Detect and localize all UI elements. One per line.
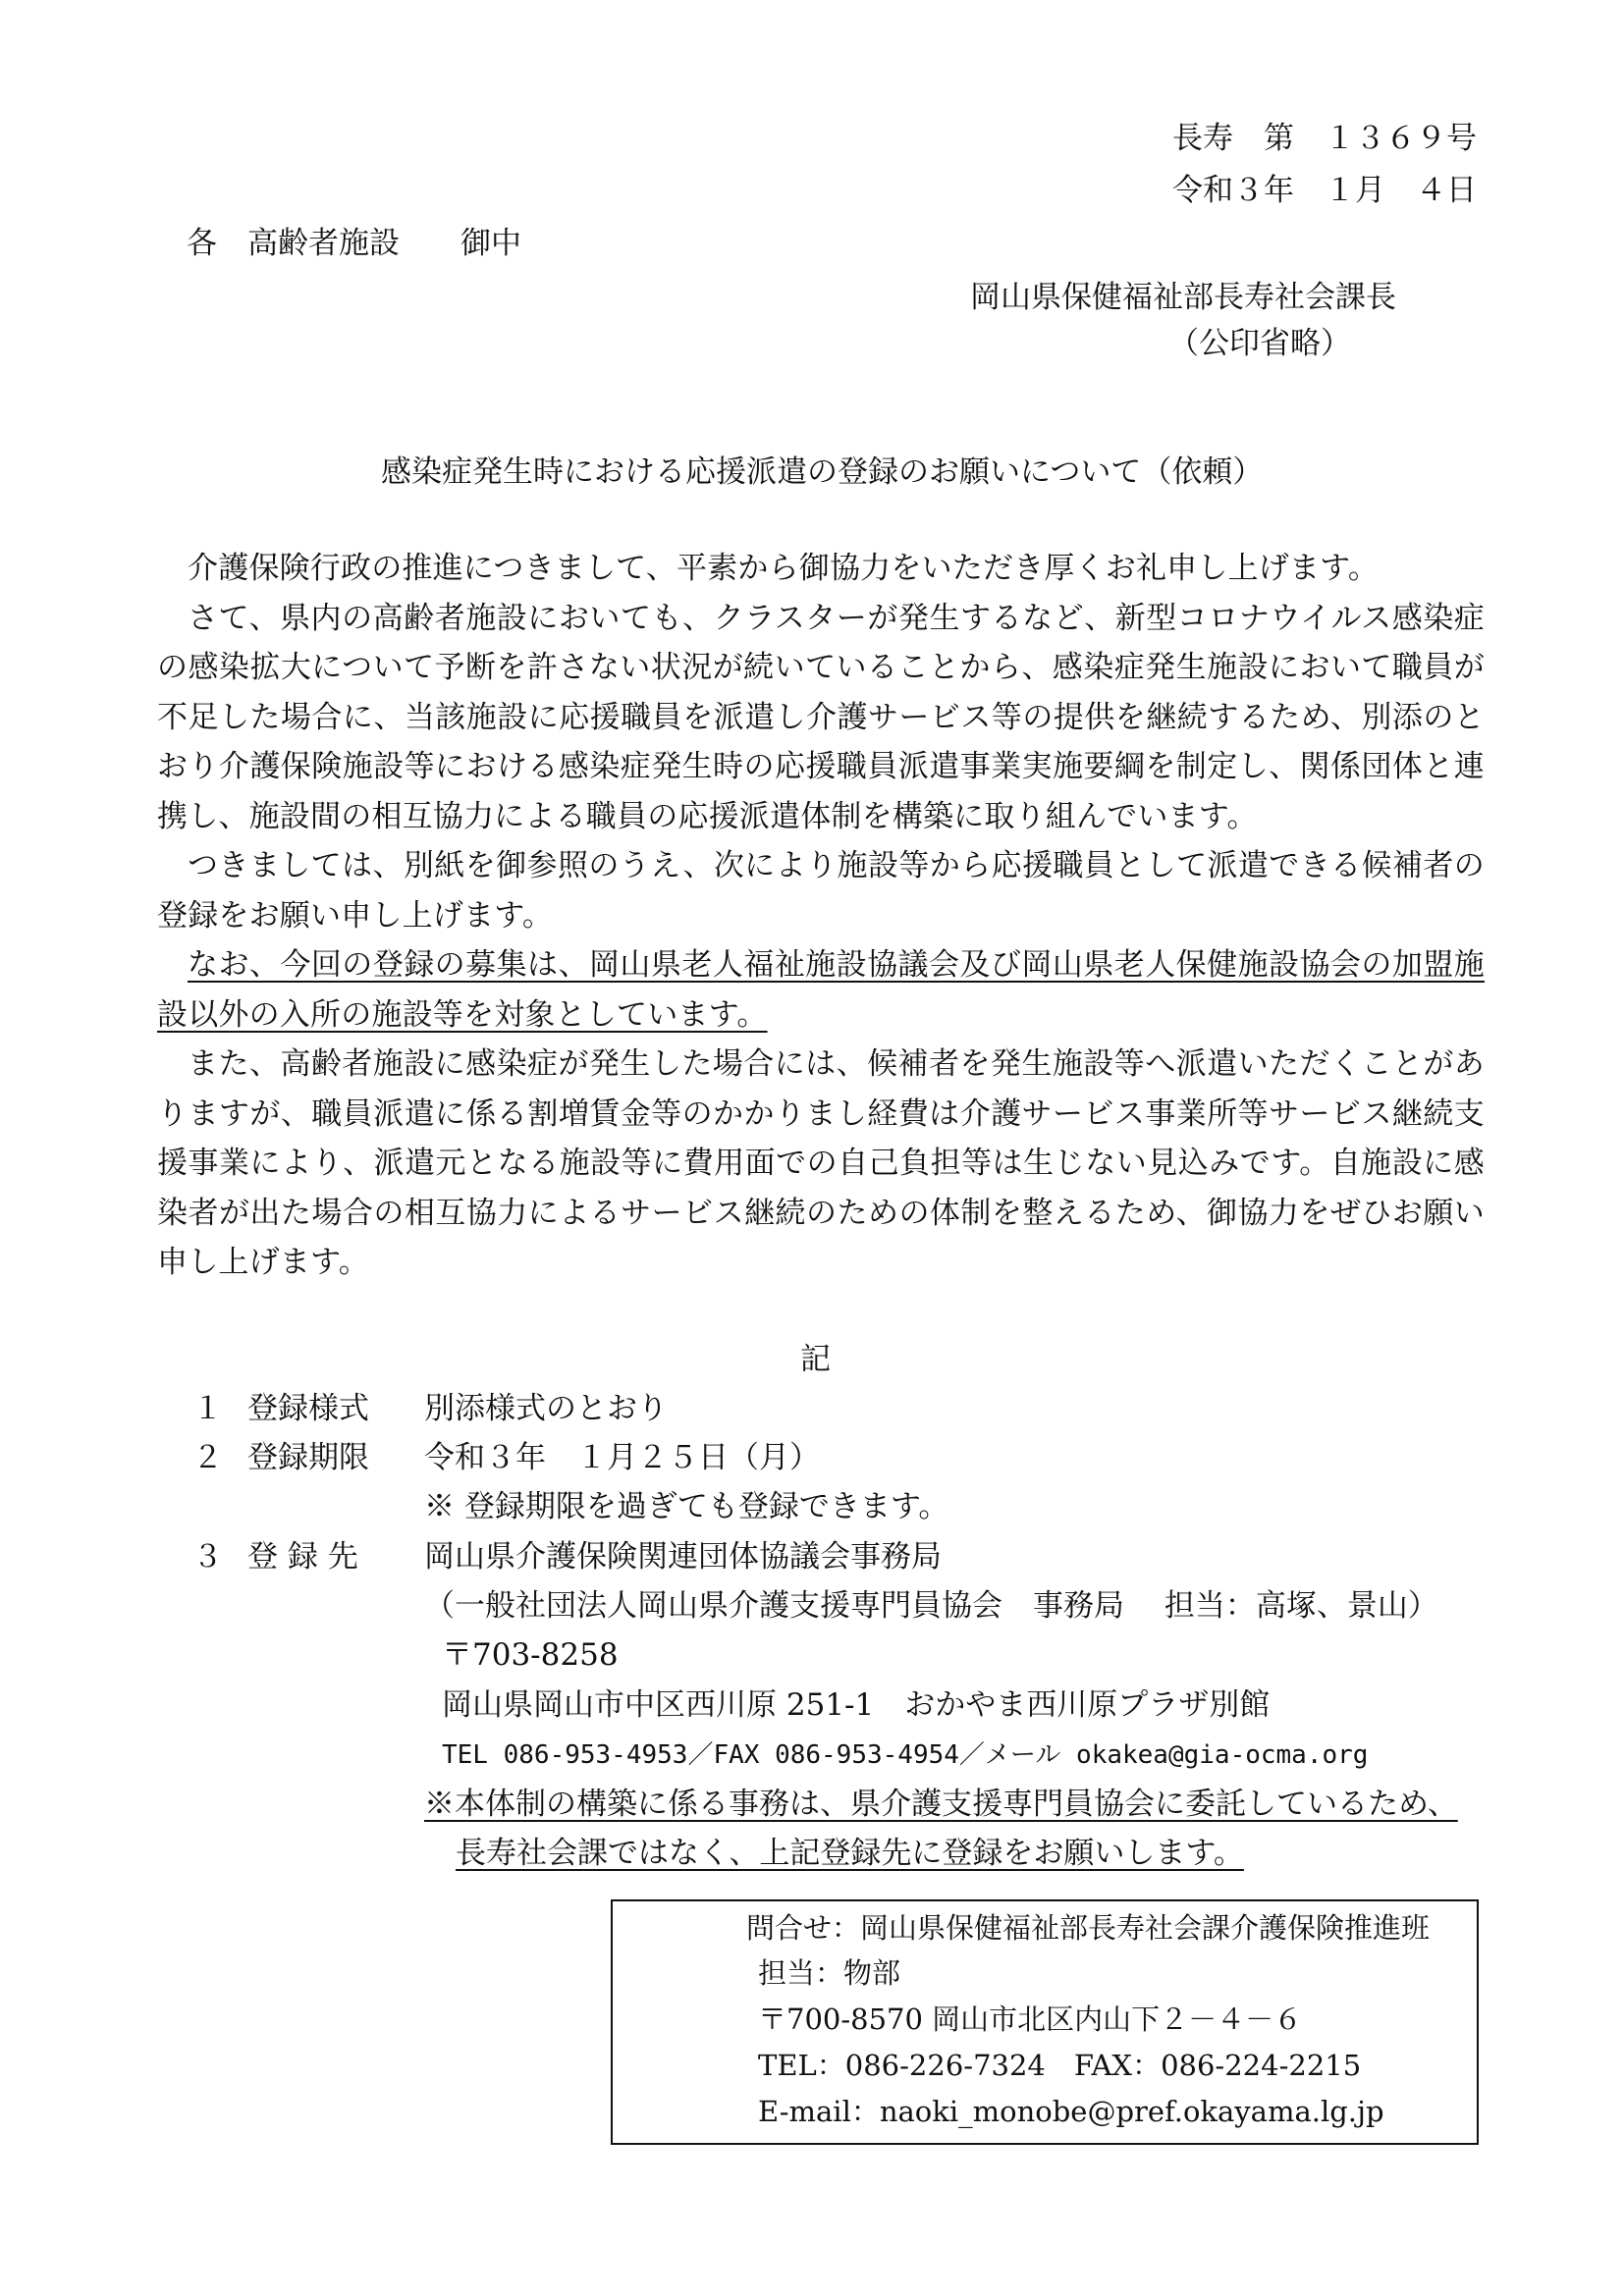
registration-address: 岡山県岡山市中区西川原 251-1 おかやま西川原プラザ別館 [442, 1687, 1271, 1723]
record-item-2-label: 登録期限 [247, 1440, 369, 1475]
body-paragraph-eligibility [157, 940, 1485, 1040]
inquiry-person: 担当：物部 [758, 1956, 901, 1990]
document-date: 令和３年 １月 ４日 [1172, 173, 1477, 208]
registration-contact: TEL 086-953-4953／FAX 086-953-4954／メール okakea@gia-ocma.org [442, 1740, 1369, 1770]
registration-notice-line-2: 長寿社会課ではなく、上記登録先に登録をお願いします。 [456, 1836, 1244, 1871]
body-paragraph-greeting: 介護保険行政の推進につきまして、平素から御協力をいただき厚くお礼申し上げます。 [188, 551, 1380, 586]
body-paragraph-background: さて、県内の高齢者施設においても、クラスターが発生するなど、新型コロナウイルス感染症の感染拡大について予断を許さない状況が続いていることから、感染症発生施設において職員が不足した場合に、当該施設に応援職員を派遣し介護サービス等の提供を継続するため、別添のとおり介護保険施設等における感染症発生時の応援職員派遣事業実施要綱を制定し、関係団体と連携し、施設間の相互協力による職員の応援派遣体制を構築に取り組んでいます。 [157, 600, 1485, 834]
record-item-1-label: 登録様式 [247, 1391, 369, 1426]
record-item-3-value: 岡山県介護保険関連団体協議会事務局 [424, 1539, 942, 1575]
addressee: 各 高齢者施設 御中 [187, 226, 521, 261]
record-item-3-number: ３ [192, 1539, 223, 1575]
record-item-3-label: 登 録 先 [247, 1539, 358, 1575]
registration-postal-code: 〒703-8258 [442, 1637, 619, 1673]
registration-organization: （一般社団法人岡山県介護支援専門員協会 事務局 担当：高塚、景山） [424, 1588, 1438, 1624]
record-item-1-value: 別添様式のとおり [424, 1391, 668, 1426]
inquiry-box [611, 1899, 1479, 2145]
inquiry-address: 〒700-8570 岡山市北区内山下２－４－６ [758, 2002, 1303, 2036]
record-item-2-value: 令和３年 １月２５日（月） [424, 1440, 820, 1475]
document-body [157, 544, 1485, 1288]
record-heading: 記 [800, 1342, 831, 1377]
record-item-1-number: １ [192, 1391, 223, 1426]
sender-name: 岡山県保健福祉部長寿社会課長 [970, 280, 1396, 315]
inquiry-email: E-mail：naoki_monobe@pref.okayama.lg.jp [758, 2095, 1384, 2128]
inquiry-title: 問合せ：岡山県保健福祉部長寿社会課介護保険推進班 [746, 1911, 1431, 1945]
document-number: 長寿 第 １３６９号 [1172, 121, 1477, 156]
registration-notice-line-1: ※本体制の構築に係る事務は、県介護支援専門員協会に委託しているため、 [424, 1787, 1458, 1822]
document-title: 感染症発生時における応援派遣の登録のお願いについて（依頼） [381, 454, 1264, 490]
eligibility-underlined-text: なお、今回の登録の募集は、岡山県老人福祉施設協議会及び岡山県老人保健施設協会の加盟施設以外の入所の施設等を対象としています。 [157, 947, 1485, 1033]
body-paragraph-costs: また、高齢者施設に感染症が発生した場合には、候補者を発生施設等へ派遣いただくことがありますが、職員派遣に係る割増賃金等のかかりまし経費は介護サービス事業所等サービス継続支援事業により、派遣元となる施設等に費用面での自己負担等は生じない見込みです。自施設に感染者が出た場合の相互協力によるサービス継続のための体制を整えるため、御協力をぜひお願い申し上げます。 [157, 1046, 1485, 1280]
seal-omitted-note: （公印省略） [1168, 326, 1351, 361]
record-item-2-note: ※ 登録期限を過ぎても登録できます。 [424, 1489, 949, 1524]
record-item-2-number: ２ [192, 1440, 223, 1475]
body-paragraph-request: つきましては、別紙を御参照のうえ、次により施設等から応援職員として派遣できる候補者の登録をお願い申し上げます。 [157, 848, 1485, 934]
inquiry-phone: TEL：086-226-7324 FAX：086-224-2215 [758, 2049, 1362, 2082]
